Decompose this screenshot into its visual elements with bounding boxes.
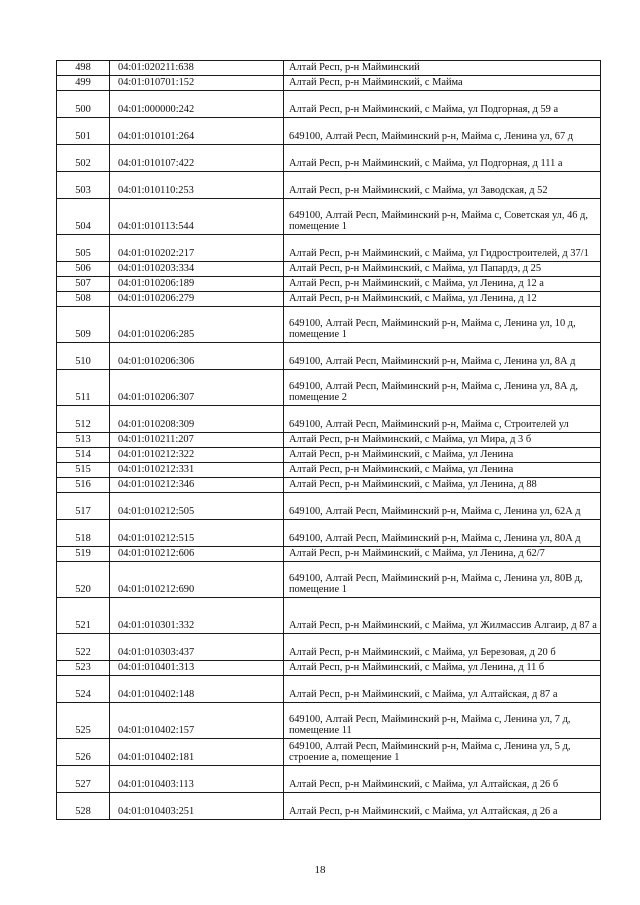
row-number-cell: 511: [57, 370, 110, 406]
table-row: [57, 448, 601, 463]
address-cell: Алтай Респ, р-н Майминский, с Майма, ул Алтайская, д 26 б: [284, 766, 601, 793]
cadastral-number-cell: 04:01:010202:217: [110, 235, 284, 262]
cadastral-number-cell: 04:01:010403:251: [110, 793, 284, 820]
cadastral-number-cell: 04:01:020211:638: [110, 61, 284, 76]
row-number-cell: 515: [57, 463, 110, 478]
address-cell: 649100, Алтай Респ, Майминский р-н, Майма с, Ленина ул, 62А д: [284, 493, 601, 520]
table-row: [57, 676, 601, 703]
address-cell: 649100, Алтай Респ, Майминский р-н, Майма с, Ленина ул, 5 д, строение а, помещение 1: [284, 739, 601, 766]
address-cell: 649100, Алтай Респ, Майминский р-н, Майма с, Ленина ул, 8А д: [284, 343, 601, 370]
address-cell: 649100, Алтай Респ, Майминский р-н, Майма с, Ленина ул, 80В д, помещение 1: [284, 562, 601, 598]
table-row: [57, 703, 601, 739]
table-row: [57, 343, 601, 370]
row-number-cell: 513: [57, 433, 110, 448]
cadastral-number-cell: 04:01:010303:437: [110, 634, 284, 661]
registry-table-body: [57, 61, 601, 820]
row-number-cell: 522: [57, 634, 110, 661]
table-row: [57, 370, 601, 406]
cadastral-number-cell: 04:01:010101:264: [110, 118, 284, 145]
row-number-cell: 501: [57, 118, 110, 145]
cadastral-number-cell: 04:01:010701:152: [110, 76, 284, 91]
table-row: [57, 598, 601, 634]
cadastral-number-cell: 04:01:010206:307: [110, 370, 284, 406]
cadastral-number-cell: 04:01:010402:181: [110, 739, 284, 766]
address-cell: Алтай Респ, р-н Майминский, с Майма, ул Папардэ, д 25: [284, 262, 601, 277]
table-row: [57, 292, 601, 307]
table-row: [57, 61, 601, 76]
row-number-cell: 505: [57, 235, 110, 262]
address-cell: Алтай Респ, р-н Майминский, с Майма: [284, 76, 601, 91]
table-row: [57, 739, 601, 766]
table-row: [57, 277, 601, 292]
table-row: [57, 76, 601, 91]
address-cell: Алтай Респ, р-н Майминский, с Майма, ул Ленина: [284, 448, 601, 463]
address-cell: Алтай Респ, р-н Майминский, с Майма, ул Алтайская, д 87 а: [284, 676, 601, 703]
cadastral-number-cell: 04:01:010402:157: [110, 703, 284, 739]
table-row: [57, 91, 601, 118]
table-row: [57, 520, 601, 547]
address-cell: Алтай Респ, р-н Майминский, с Майма, ул Ленина, д 12: [284, 292, 601, 307]
cadastral-number-cell: 04:01:010211:207: [110, 433, 284, 448]
cadastral-number-cell: 04:01:010403:113: [110, 766, 284, 793]
row-number-cell: 528: [57, 793, 110, 820]
address-cell: 649100, Алтай Респ, Майминский р-н, Майма с, Строителей ул: [284, 406, 601, 433]
address-cell: Алтай Респ, р-н Майминский, с Майма, ул Заводская, д 52: [284, 172, 601, 199]
cadastral-number-cell: 04:01:010301:332: [110, 598, 284, 634]
row-number-cell: 499: [57, 76, 110, 91]
cadastral-number-cell: 04:01:010212:505: [110, 493, 284, 520]
table-row: [57, 307, 601, 343]
cadastral-number-cell: 04:01:010206:189: [110, 277, 284, 292]
address-cell: 649100, Алтай Респ, Майминский р-н, Майма с, Ленина ул, 8А д, помещение 2: [284, 370, 601, 406]
address-cell: 649100, Алтай Респ, Майминский р-н, Майма с, Ленина ул, 7 д, помещение 11: [284, 703, 601, 739]
row-number-cell: 510: [57, 343, 110, 370]
row-number-cell: 503: [57, 172, 110, 199]
address-cell: Алтай Респ, р-н Майминский, с Майма, ул Березовая, д 20 б: [284, 634, 601, 661]
table-row: [57, 478, 601, 493]
registry-table: [56, 60, 601, 820]
row-number-cell: 518: [57, 520, 110, 547]
address-cell: Алтай Респ, р-н Майминский, с Майма, ул Ленина, д 12 а: [284, 277, 601, 292]
address-cell: Алтай Респ, р-н Майминский, с Майма, ул Гидростроителей, д 37/1: [284, 235, 601, 262]
address-cell: Алтай Респ, р-н Майминский, с Майма, ул Ленина, д 88: [284, 478, 601, 493]
table-row: [57, 493, 601, 520]
row-number-cell: 509: [57, 307, 110, 343]
cadastral-number-cell: 04:01:010110:253: [110, 172, 284, 199]
row-number-cell: 527: [57, 766, 110, 793]
cadastral-number-cell: 04:01:010401:313: [110, 661, 284, 676]
cadastral-number-cell: 04:01:010206:285: [110, 307, 284, 343]
table-row: [57, 634, 601, 661]
row-number-cell: 519: [57, 547, 110, 562]
table-row: [57, 463, 601, 478]
table-row: [57, 433, 601, 448]
row-number-cell: 516: [57, 478, 110, 493]
address-cell: Алтай Респ, р-н Майминский, с Майма, ул Жилмассив Алгаир, д 87 а: [284, 598, 601, 634]
page-number: 18: [314, 864, 326, 876]
address-cell: 649100, Алтай Респ, Майминский р-н, Майма с, Ленина ул, 10 д, помещение 1: [284, 307, 601, 343]
row-number-cell: 506: [57, 262, 110, 277]
cadastral-number-cell: 04:01:010206:279: [110, 292, 284, 307]
address-cell: Алтай Респ, р-н Майминский: [284, 61, 601, 76]
address-cell: Алтай Респ, р-н Майминский, с Майма, ул Подгорная, д 59 а: [284, 91, 601, 118]
cadastral-number-cell: 04:01:010113:544: [110, 199, 284, 235]
table-row: [57, 562, 601, 598]
table-row: [57, 118, 601, 145]
cadastral-number-cell: 04:01:010212:690: [110, 562, 284, 598]
table-row: [57, 262, 601, 277]
address-cell: 649100, Алтай Респ, Майминский р-н, Майма с, Советская ул, 46 д, помещение 1: [284, 199, 601, 235]
row-number-cell: 500: [57, 91, 110, 118]
address-cell: Алтай Респ, р-н Майминский, с Майма, ул Ленина, д 11 б: [284, 661, 601, 676]
address-cell: 649100, Алтай Респ, Майминский р-н, Майма с, Ленина ул, 67 д: [284, 118, 601, 145]
row-number-cell: 504: [57, 199, 110, 235]
row-number-cell: 520: [57, 562, 110, 598]
row-number-cell: 508: [57, 292, 110, 307]
row-number-cell: 523: [57, 661, 110, 676]
cadastral-number-cell: 04:01:010212:331: [110, 463, 284, 478]
address-cell: Алтай Респ, р-н Майминский, с Майма, ул Ленина: [284, 463, 601, 478]
cadastral-number-cell: 04:01:000000:242: [110, 91, 284, 118]
row-number-cell: 524: [57, 676, 110, 703]
address-cell: Алтай Респ, р-н Майминский, с Майма, ул Подгорная, д 111 а: [284, 145, 601, 172]
table-row: [57, 793, 601, 820]
table-row: [57, 235, 601, 262]
row-number-cell: 514: [57, 448, 110, 463]
cadastral-number-cell: 04:01:010212:322: [110, 448, 284, 463]
address-cell: Алтай Респ, р-н Майминский, с Майма, ул Алтайская, д 26 а: [284, 793, 601, 820]
address-cell: 649100, Алтай Респ, Майминский р-н, Майма с, Ленина ул, 80А д: [284, 520, 601, 547]
table-row: [57, 145, 601, 172]
cadastral-number-cell: 04:01:010212:346: [110, 478, 284, 493]
cadastral-number-cell: 04:01:010402:148: [110, 676, 284, 703]
table-row: [57, 661, 601, 676]
cadastral-number-cell: 04:01:010208:309: [110, 406, 284, 433]
row-number-cell: 521: [57, 598, 110, 634]
cadastral-number-cell: 04:01:010212:606: [110, 547, 284, 562]
address-cell: Алтай Респ, р-н Майминский, с Майма, ул Мира, д 3 б: [284, 433, 601, 448]
cadastral-number-cell: 04:01:010212:515: [110, 520, 284, 547]
row-number-cell: 525: [57, 703, 110, 739]
table-row: [57, 766, 601, 793]
table-row: [57, 547, 601, 562]
table-row: [57, 199, 601, 235]
row-number-cell: 507: [57, 277, 110, 292]
cadastral-number-cell: 04:01:010203:334: [110, 262, 284, 277]
row-number-cell: 517: [57, 493, 110, 520]
row-number-cell: 526: [57, 739, 110, 766]
row-number-cell: 498: [57, 61, 110, 76]
address-cell: Алтай Респ, р-н Майминский, с Майма, ул Ленина, д 62/7: [284, 547, 601, 562]
row-number-cell: 502: [57, 145, 110, 172]
table-row: [57, 406, 601, 433]
cadastral-number-cell: 04:01:010206:306: [110, 343, 284, 370]
row-number-cell: 512: [57, 406, 110, 433]
table-row: [57, 172, 601, 199]
cadastral-number-cell: 04:01:010107:422: [110, 145, 284, 172]
